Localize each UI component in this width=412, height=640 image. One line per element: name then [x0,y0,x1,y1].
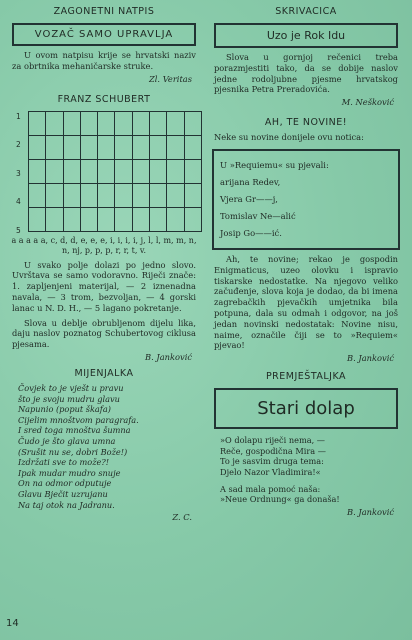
poem-line: Čovjek to je vješt u pravu [18,382,124,393]
poem-line: što je svoju mudru glavu [18,393,120,404]
right-column [208,0,404,517]
puzzle-box [214,388,398,429]
poem-line: Izdržati sve to može?! [18,457,110,468]
puzzle-box: VOZAČ SAMO UPRAVLJA [12,23,196,46]
quote-line: Djelo Nazor Vladimira!« [220,466,321,477]
row-number: 2 [16,140,21,150]
hint-line: A sad mala pomoć naša: [220,483,321,494]
section-heading: FRANZ SCHUBERT [57,93,151,105]
page-number: 14 [6,618,19,629]
section-heading: PREMJEŠTALJKA [265,371,347,383]
paragraph: Slova u gornjoj rečenici treba porazmjestiti tako, da se dobije naslov jedne rodoljubne pjesme hrvatskog pjesnika Petra Preradovića. [214,52,398,95]
notice-line: Josip Go——ić. [220,227,282,238]
section-heading: ZAGONETNI NATPIS [53,6,155,17]
section-heading: MIJENJALKA [74,367,134,379]
notice-line: Vjera Gr——j, [220,193,278,204]
poem-line: Čudo je što glava umna [18,435,116,446]
poem-line: Ipak mudar mudro snuje [18,467,121,478]
puzzle-box: Uzo je Rok Idu [214,23,398,48]
quote [220,435,398,477]
row-number: 1 [16,111,21,121]
poem-line: On na odmor odputuje [18,478,112,489]
crossword-grid [16,111,202,235]
section-heading: SKRIVACICA [275,6,337,17]
letter-set: a a a a a, c, d, d, e, e, e, i, i, i, i, j, l, l, m, m, n, n, nj, p, p, p, r, r, t, v. [11,235,197,255]
paragraph: U svako polje dolazi po jedno slovo. Uvrštava se samo vodoravno. Riječi znače: 1. zapljenjeni materijal, — 2 iznenadna navala, — 3 trom, bezvoljan, — 4 gorski lanac u N. D. H., — 5 lagano pokretanje. [12,259,196,313]
poem [18,383,196,510]
poem-line: Cijelim mnoštvom paragrafa. [18,414,139,425]
puzzle-title: Stari dolap [257,398,355,420]
row-number: 3 [16,168,21,178]
poem-line: Glavu Bječit uzrujanu [18,488,108,499]
paragraph: Neke su novine donijele ovu notica: [214,132,364,143]
row-numbers [16,111,21,254]
notice-line: Tomislav Ne—alić [220,210,296,221]
paragraph: Ah, te novine; rekao je gospodin Enigmaticus, uzeo olovku i ispravio tiskarske nedostatke. Na njegovo veliko začuđenje, slova koja je dodao, da bi imena zagrebačkih pjevačkih umjetnika bila potpuna, dala su odmah i odgovor, na još jedan novinski nedostatak: Novine nisu, naime, označile čiji se to »Requiem« pjevao! [214,253,398,351]
author: Z. C. [172,512,192,523]
paragraph: Slova u deblje obrubljenom dijelu lika, daju naslov poznatog Schubertovog ciklusa pjesama. [12,317,196,350]
section-heading: AH, TE NOVINE! [264,117,348,129]
newspaper-notice-box [212,149,400,250]
row-number: 5 [16,225,21,235]
notice-line: arijana Redev, [220,176,281,187]
paragraph: U ovom natpisu krije se hrvatski naziv za obrtnika mehaničarske struke. [12,50,196,71]
author: B. Janković [347,506,394,517]
poem-line: (Srušit nu se, dobri Bože!) [18,446,128,457]
grid-table [28,111,202,232]
hint [220,484,398,505]
quote-line: »O dolapu riječi nema, — [220,435,325,446]
left-column [6,0,202,522]
row-number: 4 [16,197,21,207]
author: Zl. Veritas [149,73,192,84]
notice-line: U »Requiemu« su pjevali: [220,159,329,170]
author: B. Janković [347,353,394,364]
quote-line: Reče, gospodična Mira — [220,445,326,456]
author: B. Janković [145,351,192,362]
hint-line: »Neue Ordnung« ga donaša! [220,494,340,505]
poem-line: Napunio (poput škafa) [18,404,111,415]
poem-line: Na taj otok na Jadranu. [18,499,115,510]
author: M. Nešković [341,97,394,108]
poem-line: I sred toga mnoštva šumna [18,425,131,436]
quote-line: To je sasvim druga tema: [220,456,324,467]
